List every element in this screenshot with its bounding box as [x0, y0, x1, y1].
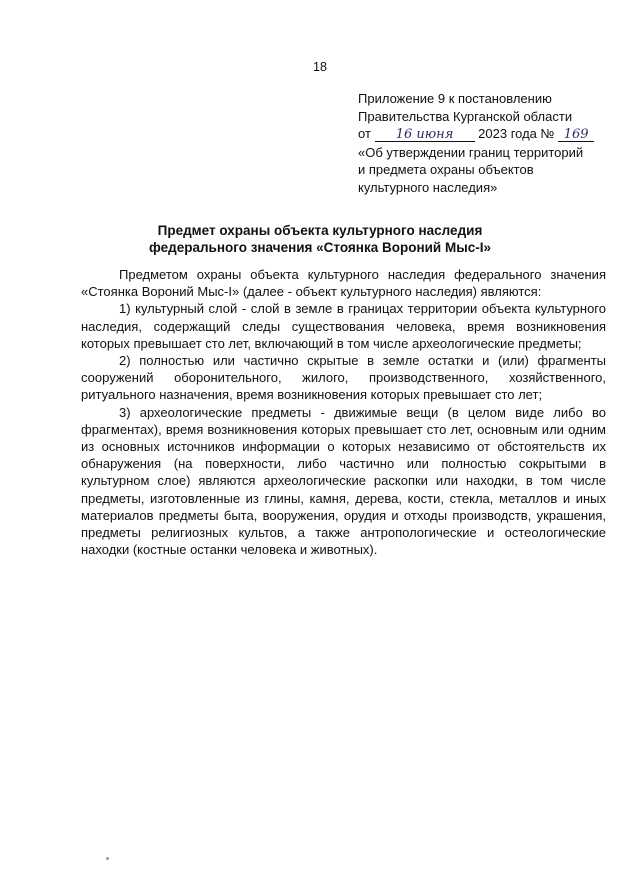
number-prefix: №: [540, 126, 555, 141]
body-text: [81, 266, 606, 558]
page-number: 18: [313, 60, 327, 74]
handwritten-date: 16 июня: [375, 126, 475, 144]
handwritten-number: 169: [558, 126, 594, 144]
appendix-date-line: [358, 125, 628, 144]
appendix-line-2: Правительства Курганской области: [358, 108, 573, 124]
paragraph-item-1: 1) культурный слой - слой в земле в границах территории объекта культурного наследия, содержащий следы существования человека, время возникновения которых превышает сто лет, включающий в том числе археологические предметы;: [81, 301, 606, 351]
document-title: [0, 222, 640, 256]
title-line-1: Предмет охраны объекта культурного наследия: [157, 223, 483, 238]
title-line-2: федерального значения «Стоянка Вороний Мыс-I»: [149, 240, 491, 255]
appendix-header: [358, 90, 628, 196]
paragraph-intro: Предметом охраны объекта культурного наследия федерального значения «Стоянка Вороний Мыс-I» (далее - объект культурного наследия) являются:: [81, 267, 606, 300]
appendix-line-4: «Об утверждении границ территорий: [358, 144, 584, 160]
year-text: 2023 года: [478, 126, 537, 141]
paragraph-item-2: 2) полностью или частично скрытые в земле остатки и (или) фрагменты сооружений оборонительного, жилого, производственного, хозяйственного, ритуального назначения, время возникновения которых превышает сто лет;: [81, 353, 606, 403]
appendix-line-6: культурного наследия»: [358, 179, 498, 195]
date-prefix: от: [358, 126, 371, 141]
scan-speck: [106, 857, 109, 860]
paragraph-item-3: 3) археологические предметы - движимые вещи (в целом виде либо во фрагментах), время возникновения которых превышает сто лет, основным или одним из основных источников информации о которых независимо от обстоятельств их обнаружения (на поверхности, либо частично или полностью сокрытыми в культурном слое) являются археологические раскопки или находки, в том числе предметы, изготовленные из глины, камня, дерева, кости, стекла, металлов и иных материалов предметы быта, вооружения, орудия и отходы производств, украшения, предметы религиозных культов, а также антропологические и остеологические находки (костные останки человека и животных).: [81, 404, 606, 558]
appendix-line-5: и предмета охраны объектов: [358, 162, 534, 177]
appendix-line-1: Приложение 9 к постановлению: [358, 91, 552, 106]
